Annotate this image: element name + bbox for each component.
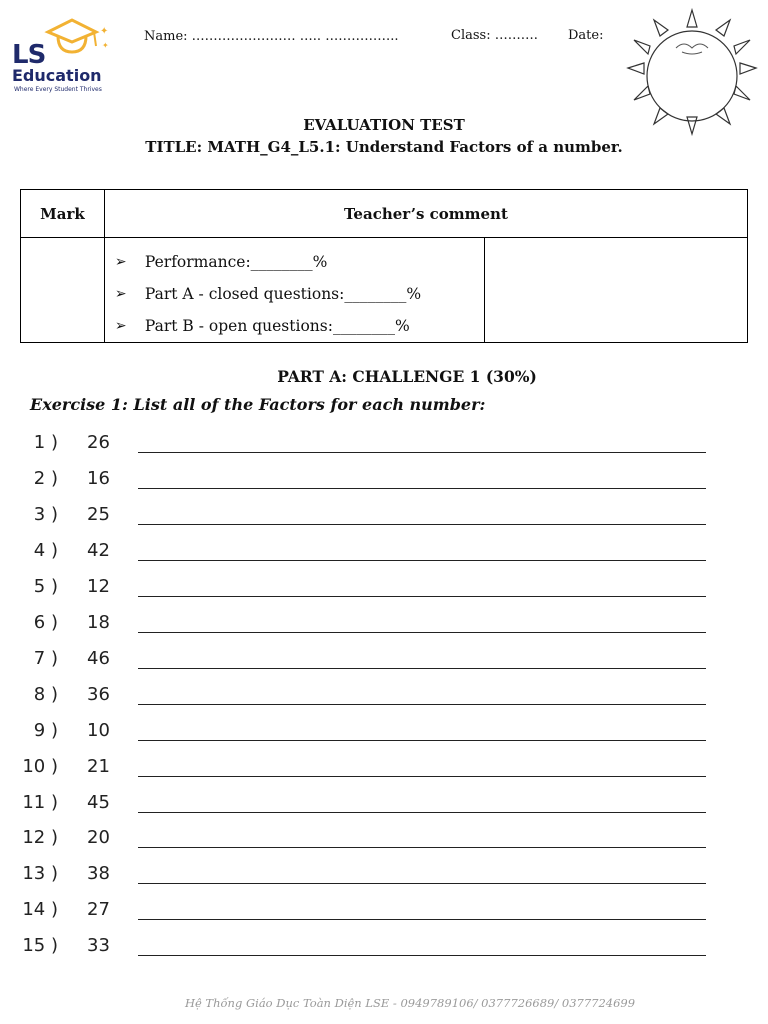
question-value: 36 xyxy=(87,684,110,705)
question-value: 18 xyxy=(87,612,110,633)
question-number: 7 ) xyxy=(33,648,58,669)
arrow-bullet-icon: ➢ xyxy=(114,254,127,270)
question-value: 21 xyxy=(87,756,110,777)
name-field[interactable]: Name: …………………… ….. …………….. xyxy=(144,29,399,44)
question-row xyxy=(0,540,768,576)
question-row xyxy=(0,863,768,899)
svg-text:✦: ✦ xyxy=(100,26,109,37)
question-row xyxy=(0,792,768,828)
question-number: 12 ) xyxy=(22,827,58,848)
question-row xyxy=(0,827,768,863)
title-block xyxy=(0,114,768,158)
question-number: 15 ) xyxy=(22,935,58,956)
answer-line[interactable] xyxy=(138,919,706,920)
answer-line[interactable] xyxy=(138,632,706,633)
question-row xyxy=(0,935,768,971)
question-value: 20 xyxy=(87,827,110,848)
question-number: 8 ) xyxy=(33,684,58,705)
question-number: 6 ) xyxy=(33,612,58,633)
ls-education-logo xyxy=(12,18,112,98)
question-value: 25 xyxy=(87,504,110,525)
class-field[interactable]: Class: ………. xyxy=(451,28,538,43)
answer-line[interactable] xyxy=(138,452,706,453)
score-table xyxy=(20,189,748,343)
test-subtitle: TITLE: MATH_G4_L5.1: Understand Factors of a number. xyxy=(145,138,623,156)
question-row xyxy=(0,468,768,504)
answer-line[interactable] xyxy=(138,776,706,777)
question-row xyxy=(0,720,768,756)
mark-cell[interactable] xyxy=(21,238,105,343)
question-value: 10 xyxy=(87,720,110,741)
question-row xyxy=(0,504,768,540)
logo-tagline: Where Every Student Thrives xyxy=(14,86,102,93)
answer-line[interactable] xyxy=(138,740,706,741)
mark-header: Mark xyxy=(21,190,105,238)
part-a-line xyxy=(115,278,484,310)
footer-contact: Hệ Thống Giáo Dục Toàn Diện LSE - 0949789106/ 0377726689/ 0377724699 xyxy=(184,996,636,1010)
part-b-line xyxy=(115,310,484,342)
question-value: 27 xyxy=(87,899,110,920)
question-number: 1 ) xyxy=(33,432,58,453)
question-number: 3 ) xyxy=(33,504,58,525)
answer-line[interactable] xyxy=(138,704,706,705)
date-field[interactable]: Date: xyxy=(568,28,604,43)
question-number: 4 ) xyxy=(33,540,58,561)
svg-text:✦: ✦ xyxy=(102,41,109,50)
teacher-comment-cell[interactable] xyxy=(485,238,748,343)
question-value: 12 xyxy=(87,576,110,597)
answer-line[interactable] xyxy=(138,596,706,597)
test-heading: EVALUATION TEST xyxy=(303,116,465,134)
answer-line[interactable] xyxy=(138,560,706,561)
answer-line[interactable] xyxy=(138,524,706,525)
question-row xyxy=(0,684,768,720)
answer-line[interactable] xyxy=(138,668,706,669)
performance-cell xyxy=(104,238,484,343)
logo-education-text: Education xyxy=(12,66,102,85)
teacher-comment-header: Teacher’s comment xyxy=(104,190,747,238)
question-number: 13 ) xyxy=(22,863,58,884)
question-number: 2 ) xyxy=(33,468,58,489)
part-b-label: Part B - open questions:________% xyxy=(144,317,410,335)
question-value: 26 xyxy=(87,432,110,453)
question-number: 5 ) xyxy=(33,576,58,597)
answer-line[interactable] xyxy=(138,488,706,489)
answer-line[interactable] xyxy=(138,847,706,848)
logo-ls-text: LS xyxy=(12,40,46,70)
performance-line xyxy=(115,246,484,278)
graduation-cap-icon xyxy=(38,18,112,58)
question-number: 11 ) xyxy=(22,792,58,813)
question-value: 45 xyxy=(87,792,110,813)
question-row xyxy=(0,756,768,792)
answer-line[interactable] xyxy=(138,812,706,813)
question-number: 10 ) xyxy=(22,756,58,777)
question-number: 14 ) xyxy=(22,899,58,920)
part-a-title: PART A: CHALLENGE 1 (30%) xyxy=(277,367,537,386)
performance-label: Performance:________% xyxy=(144,253,328,271)
arrow-bullet-icon: ➢ xyxy=(114,286,127,302)
answer-line[interactable] xyxy=(138,955,706,956)
question-row xyxy=(0,648,768,684)
question-row xyxy=(0,899,768,935)
question-value: 46 xyxy=(87,648,110,669)
question-value: 42 xyxy=(87,540,110,561)
question-row xyxy=(0,576,768,612)
question-row xyxy=(0,432,768,468)
answer-line[interactable] xyxy=(138,883,706,884)
question-value: 33 xyxy=(87,935,110,956)
exercise-1-instruction: Exercise 1: List all of the Factors for each number: xyxy=(30,395,486,414)
question-row xyxy=(0,612,768,648)
part-a-label: Part A - closed questions:________% xyxy=(144,285,422,303)
question-value: 38 xyxy=(87,863,110,884)
arrow-bullet-icon: ➢ xyxy=(114,318,127,334)
question-value: 16 xyxy=(87,468,110,489)
question-number: 9 ) xyxy=(33,720,58,741)
